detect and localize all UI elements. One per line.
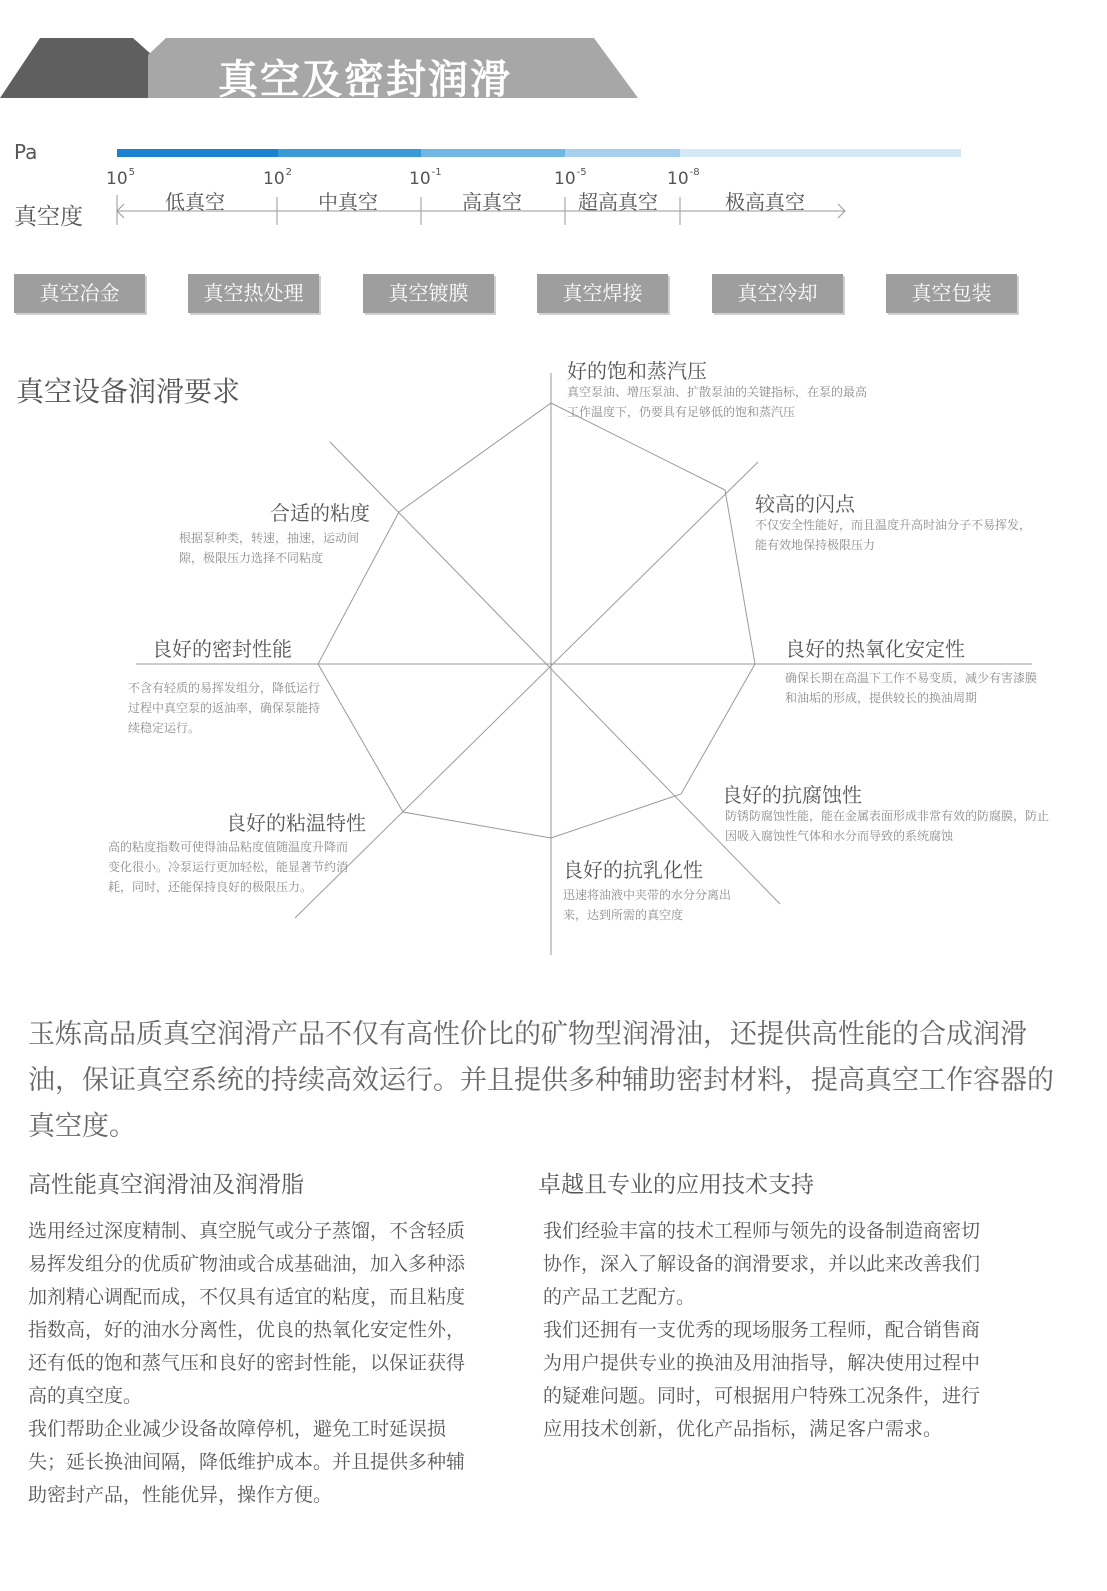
req-title-sealing: 良好的密封性能 — [152, 637, 292, 661]
column-paragraph: 选用经过深度精制、真空脱气或分子蒸馏，不含轻质易挥发组分的优质矿物油或合成基础油，加入多种添加剂精心调配而成，不仅具有适宜的粘度，而且粘度指数高，好的油水分离性，优良的热氧化安定性外，还有低的饱和蒸气压和良好的密封性能，以保证获得高的真空度。 — [28, 1220, 466, 1407]
unit-label: Pa — [14, 140, 38, 164]
scale-tick: $10^{-5}$ — [554, 167, 587, 189]
req-title-demulsibility: 良好的抗乳化性 — [563, 858, 703, 882]
req-title-flash-point: 较高的闪点 — [755, 492, 855, 516]
scale-tick: $10^{-1}$ — [409, 167, 442, 189]
req-title-corrosion: 良好的抗腐蚀性 — [722, 783, 862, 807]
req-title-thermal-oxidation: 良好的热氧化安定性 — [785, 637, 965, 661]
app-vacuum-metallurgy: 真空冶金 — [14, 274, 145, 313]
app-vacuum-packaging: 真空包装 — [886, 274, 1017, 313]
column-paragraph: 我们经验丰富的技术工程师与领先的设备制造商密切协作，深入了解设备的润滑要求，并以此来改善我们的产品工艺配方。 — [543, 1220, 981, 1308]
app-vacuum-coating: 真空镀膜 — [363, 274, 494, 313]
req-desc-corrosion: 防锈防腐蚀性能，能在金属表面形成非常有效的防腐膜，防止因吸入腐蚀性气体和水分而导致的系统腐蚀 — [725, 809, 1050, 843]
req-desc-thermal-oxidation: 确保长期在高温下工作不易变质，减少有害漆膜和油垢的形成，提供较长的换油周期 — [785, 671, 1038, 705]
app-vacuum-welding: 真空焊接 — [537, 274, 668, 313]
req-desc-viscosity: 根据泵种类，转速，抽速，运动间隙，极限压力选择不同粘度 — [179, 531, 360, 565]
scale-tick: $10^{-8}$ — [667, 167, 700, 189]
page-title: 真空及密封润滑 — [218, 57, 512, 103]
scale-tick: $10^5$ — [106, 167, 136, 189]
req-desc-flash-point: 不仅安全性能好，而且温度升高时油分子不易挥发，能有效地保持极限压力 — [755, 518, 1032, 552]
req-title-viscosity-temp: 良好的粘温特性 — [226, 811, 366, 835]
range-ultra-high: 超高真空 — [578, 190, 658, 214]
column-body-support — [543, 1215, 983, 1446]
column-paragraph: 我们还拥有一支优秀的现场服务工程师，配合销售商为用户提供专业的换油及用油指导，解决使用过程中的疑难问题。同时，可根据用户特殊工况条件，进行应用技术创新，优化产品指标，满足客户需求。 — [543, 1319, 981, 1440]
column-title-products: 高性能真空润滑油及润滑脂 — [28, 1172, 304, 1198]
req-title-viscosity: 合适的粘度 — [270, 501, 370, 525]
req-desc-sealing: 不含有轻质的易挥发组分，降低运行过程中真空泵的返油率，确保泵能持续稳定运行。 — [128, 681, 321, 735]
requirements-title: 真空设备润滑要求 — [16, 375, 241, 408]
range-high: 高真空 — [462, 190, 522, 214]
req-desc-viscosity-temp: 高的粘度指数可使得油品粘度值随温度升降而变化很小。冷泵运行更加轻松，能显著节约消耗，同时，还能保持良好的极限压力。 — [108, 840, 349, 894]
column-title-support: 卓越且专业的应用技术支持 — [538, 1172, 814, 1198]
range-medium: 中真空 — [318, 190, 378, 214]
scale-tick: $10^2$ — [263, 167, 293, 189]
intro-paragraph: 玉炼高品质真空润滑产品不仅有高性价比的矿物型润滑油，还提供高性能的合成润滑油，保证真空系统的持续高效运行。并且提供多种辅助密封材料，提高真空工作容器的真空度。 — [28, 1019, 1054, 1142]
range-extreme-high: 极高真空 — [725, 190, 805, 214]
range-low: 低真空 — [165, 190, 225, 214]
requirements-octagon — [318, 403, 755, 838]
req-desc-vapor-pressure: 真空泵油、增压泵油、扩散泵油的关键指标，在泵的最高工作温度下，仍要具有足够低的饱和蒸汽压 — [567, 385, 868, 419]
req-desc-demulsibility: 迅速将油液中夹带的水分分离出来，达到所需的真空度 — [563, 888, 732, 922]
column-paragraph: 我们帮助企业减少设备故障停机，避免工时延误损失；延长换油间隔，降低维护成本。并且提供多种辅助密封产品，性能优异，操作方便。 — [28, 1418, 466, 1506]
column-body-products — [28, 1215, 468, 1512]
app-vacuum-cooling: 真空冷却 — [712, 274, 843, 313]
scale-label: 真空度 — [14, 204, 83, 230]
app-vacuum-heat-treatment: 真空热处理 — [188, 274, 319, 313]
axis-line — [330, 442, 780, 904]
req-title-vapor-pressure: 好的饱和蒸汽压 — [567, 359, 707, 383]
